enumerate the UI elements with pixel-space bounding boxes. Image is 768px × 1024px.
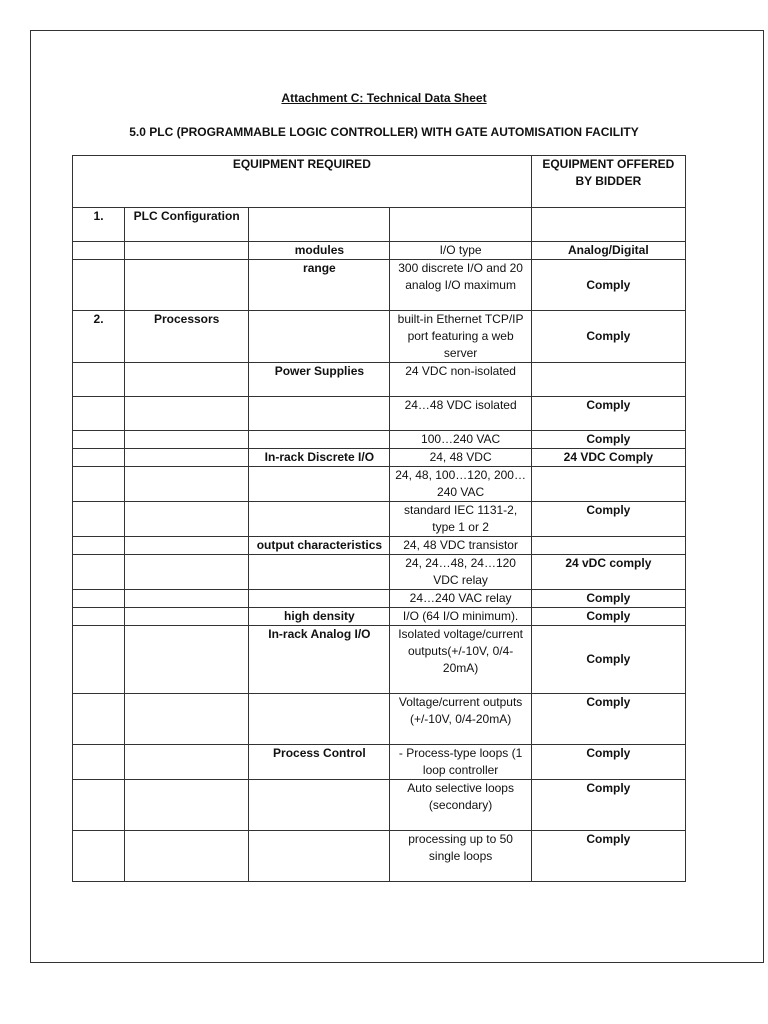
row-offered: Comply (531, 626, 685, 694)
row-spec: Voltage/current outputs (+/-10V, 0/4-20mA) (390, 694, 531, 745)
table-row (73, 467, 686, 502)
row-item: Processors (125, 311, 249, 363)
row-offered (531, 363, 685, 397)
row-item (125, 780, 249, 831)
row-item (125, 745, 249, 780)
row-offered: Comply (531, 745, 685, 780)
row-item (125, 694, 249, 745)
row-number (73, 242, 125, 260)
row-offered: Comply (531, 260, 685, 311)
row-spec: 100…240 VAC (390, 431, 531, 449)
table-row (73, 780, 686, 831)
row-offered: 24 vDC comply (531, 555, 685, 590)
row-offered: Comply (531, 431, 685, 449)
table-row (73, 242, 686, 260)
row-spec (390, 208, 531, 242)
table-row (73, 745, 686, 780)
row-feature (249, 555, 390, 590)
row-feature (249, 780, 390, 831)
row-offered (531, 537, 685, 555)
row-feature (249, 831, 390, 882)
row-spec: 24…48 VDC isolated (390, 397, 531, 431)
row-item (125, 831, 249, 882)
technical-data-table (72, 155, 686, 882)
table-row (73, 502, 686, 537)
row-offered: 24 VDC Comply (531, 449, 685, 467)
table-row (73, 555, 686, 590)
row-number (73, 745, 125, 780)
row-number (73, 537, 125, 555)
row-offered: Comply (531, 397, 685, 431)
row-number (73, 780, 125, 831)
row-spec: 24 VDC non-isolated (390, 363, 531, 397)
row-spec: 24, 48, 100…120, 200…240 VAC (390, 467, 531, 502)
row-feature: output characteristics (249, 537, 390, 555)
row-feature (249, 208, 390, 242)
row-number: 2. (73, 311, 125, 363)
table-row (73, 363, 686, 397)
row-feature: In-rack Discrete I/O (249, 449, 390, 467)
row-item (125, 608, 249, 626)
row-feature (249, 590, 390, 608)
row-item (125, 555, 249, 590)
row-offered: Comply (531, 608, 685, 626)
table-row (73, 311, 686, 363)
table-row (73, 449, 686, 467)
row-spec: I/O (64 I/O minimum). (390, 608, 531, 626)
table-row (73, 260, 686, 311)
row-feature: high density (249, 608, 390, 626)
row-number (73, 260, 125, 311)
row-feature (249, 694, 390, 745)
row-number (73, 608, 125, 626)
row-spec: Auto selective loops (secondary) (390, 780, 531, 831)
section-title: 5.0 PLC (PROGRAMMABLE LOGIC CONTROLLER) WITH GATE AUTOMISATION FACILITY (129, 125, 639, 139)
row-number (73, 694, 125, 745)
row-number (73, 363, 125, 397)
table-row (73, 397, 686, 431)
row-feature: In-rack Analog I/O (249, 626, 390, 694)
row-feature: modules (249, 242, 390, 260)
row-spec: 24, 48 VDC (390, 449, 531, 467)
row-number (73, 590, 125, 608)
table-row (73, 608, 686, 626)
attachment-title: Attachment C: Technical Data Sheet (281, 91, 487, 105)
row-number (73, 449, 125, 467)
row-spec: 24, 24…48, 24…120 VDC relay (390, 555, 531, 590)
row-feature (249, 467, 390, 502)
row-spec: I/O type (390, 242, 531, 260)
row-item (125, 397, 249, 431)
row-spec: - Process-type loops (1 loop controller (390, 745, 531, 780)
row-number (73, 555, 125, 590)
table-row (73, 537, 686, 555)
row-item: PLC Configuration (125, 208, 249, 242)
table-row (73, 208, 686, 242)
row-feature: range (249, 260, 390, 311)
table-row (73, 694, 686, 745)
table-header-row (73, 156, 686, 208)
row-item (125, 626, 249, 694)
table-row (73, 590, 686, 608)
table-row (73, 431, 686, 449)
row-item (125, 242, 249, 260)
row-item (125, 260, 249, 311)
row-feature (249, 431, 390, 449)
row-number (73, 397, 125, 431)
row-offered: Comply (531, 780, 685, 831)
row-feature (249, 311, 390, 363)
row-item (125, 467, 249, 502)
row-item (125, 449, 249, 467)
row-number (73, 467, 125, 502)
row-spec: built-in Ethernet TCP/IP port featuring a web server (390, 311, 531, 363)
row-number (73, 431, 125, 449)
row-number (73, 626, 125, 694)
row-offered: Analog/Digital (531, 242, 685, 260)
row-number: 1. (73, 208, 125, 242)
row-number (73, 502, 125, 537)
row-offered (531, 467, 685, 502)
row-spec: 24, 48 VDC transistor (390, 537, 531, 555)
row-spec: processing up to 50 single loops (390, 831, 531, 882)
table-row (73, 626, 686, 694)
row-item (125, 431, 249, 449)
row-spec: 24…240 VAC relay (390, 590, 531, 608)
row-number (73, 831, 125, 882)
table-row (73, 831, 686, 882)
row-spec: 300 discrete I/O and 20 analog I/O maximum (390, 260, 531, 311)
row-offered: Comply (531, 590, 685, 608)
row-feature: Process Control (249, 745, 390, 780)
row-feature: Power Supplies (249, 363, 390, 397)
row-spec: standard IEC 1131-2, type 1 or 2 (390, 502, 531, 537)
row-feature (249, 397, 390, 431)
row-spec: Isolated voltage/current outputs(+/-10V, 0/4-20mA) (390, 626, 531, 694)
header-equipment-offered: EQUIPMENT OFFERED BY BIDDER (531, 156, 685, 208)
row-offered: Comply (531, 311, 685, 363)
header-equipment-required: EQUIPMENT REQUIRED (73, 156, 532, 208)
row-item (125, 537, 249, 555)
row-offered: Comply (531, 694, 685, 745)
row-item (125, 363, 249, 397)
row-offered: Comply (531, 502, 685, 537)
row-feature (249, 502, 390, 537)
row-item (125, 502, 249, 537)
row-offered: Comply (531, 831, 685, 882)
row-offered (531, 208, 685, 242)
row-item (125, 590, 249, 608)
